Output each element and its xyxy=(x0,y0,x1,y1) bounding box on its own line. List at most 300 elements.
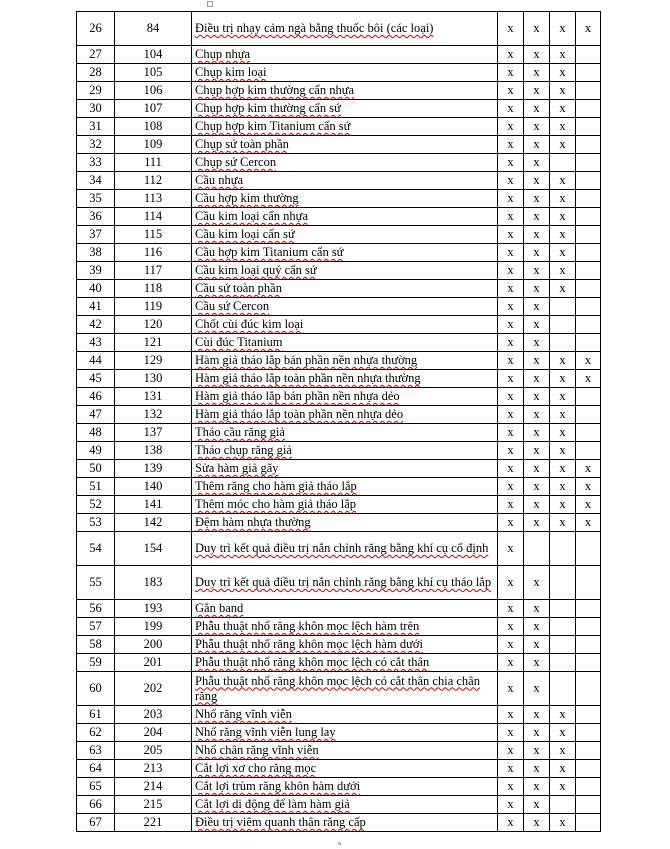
level-mark-cell: x xyxy=(524,262,550,280)
level-mark-cell: x xyxy=(524,82,550,100)
table-row xyxy=(77,600,601,618)
level-mark-cell: x xyxy=(524,64,550,82)
level-mark-cell: x xyxy=(576,514,601,532)
table-row xyxy=(77,654,601,672)
level-mark-cell: x xyxy=(498,262,524,280)
procedure-code-cell: 106 xyxy=(115,82,192,100)
table-row xyxy=(77,796,601,814)
level-mark-cell xyxy=(576,100,601,118)
procedure-code-cell: 137 xyxy=(115,424,192,442)
row-number-cell: 59 xyxy=(77,654,115,672)
level-mark-cell: x xyxy=(524,406,550,424)
level-mark-cell: x xyxy=(498,154,524,172)
row-number-cell: 46 xyxy=(77,388,115,406)
level-mark-cell: x xyxy=(524,566,550,600)
procedure-name-cell xyxy=(192,334,498,352)
table-row xyxy=(77,460,601,478)
procedure-name-text: Phẫu thuật nhổ răng khôn mọc lệch có cắt thân chia chân răng xyxy=(195,673,480,703)
table-row xyxy=(77,442,601,460)
procedure-name-text: Hàm giả tháo lắp toàn phần nền nhựa thường xyxy=(195,371,421,385)
level-mark-cell: x xyxy=(498,600,524,618)
procedure-name-cell xyxy=(192,262,498,280)
procedure-code-cell: 203 xyxy=(115,706,192,724)
level-mark-cell: x xyxy=(576,12,601,46)
procedure-name-cell xyxy=(192,514,498,532)
procedure-name-text: Thêm răng cho hàm giả tháo lắp xyxy=(195,479,357,493)
level-mark-cell: x xyxy=(524,12,550,46)
level-mark-cell xyxy=(576,226,601,244)
table-body xyxy=(77,12,601,832)
table-row xyxy=(77,262,601,280)
level-mark-cell: x xyxy=(524,190,550,208)
level-mark-cell: x xyxy=(498,298,524,316)
level-mark-cell: x xyxy=(524,118,550,136)
table-row xyxy=(77,370,601,388)
row-number-cell: 41 xyxy=(77,298,115,316)
level-mark-cell: x xyxy=(576,478,601,496)
level-mark-cell xyxy=(576,46,601,64)
level-mark-cell: x xyxy=(498,280,524,298)
level-mark-cell xyxy=(576,796,601,814)
procedure-name-text: Chụp hợp kim Titanium cẩn sứ xyxy=(195,119,351,133)
level-mark-cell: x xyxy=(550,12,576,46)
procedure-name-text: Tháo chụp răng giả xyxy=(195,443,292,457)
level-mark-cell: x xyxy=(498,478,524,496)
level-mark-cell: x xyxy=(498,496,524,514)
procedure-name-cell xyxy=(192,532,498,566)
level-mark-cell: x xyxy=(550,100,576,118)
level-mark-cell: x xyxy=(498,514,524,532)
level-mark-cell: x xyxy=(498,172,524,190)
level-mark-cell: x xyxy=(524,654,550,672)
procedure-name-text: Hàm giả tháo lắp bán phần nền nhựa dẻo xyxy=(195,389,400,403)
procedure-name-text: Đệm hàm nhựa thường xyxy=(195,515,311,529)
procedure-name-cell xyxy=(192,724,498,742)
procedure-name-cell xyxy=(192,82,498,100)
table-row xyxy=(77,334,601,352)
level-mark-cell: x xyxy=(498,654,524,672)
level-mark-cell: x xyxy=(550,136,576,154)
level-mark-cell xyxy=(576,600,601,618)
level-mark-cell: x xyxy=(524,796,550,814)
level-mark-cell: x xyxy=(498,244,524,262)
procedure-name-text: Cầu hợp kim thường xyxy=(195,191,299,205)
procedure-name-text: Phẫu thuật nhổ răng khôn mọc lệch có cắt thân xyxy=(195,655,430,669)
level-mark-cell: x xyxy=(550,262,576,280)
procedure-name-cell xyxy=(192,442,498,460)
procedure-name-cell xyxy=(192,12,498,46)
row-number-cell: 27 xyxy=(77,46,115,64)
level-mark-cell xyxy=(576,190,601,208)
procedure-table xyxy=(76,11,601,832)
table-row xyxy=(77,208,601,226)
level-mark-cell: x xyxy=(524,46,550,64)
level-mark-cell xyxy=(576,778,601,796)
procedure-code-cell: 200 xyxy=(115,636,192,654)
level-mark-cell: x xyxy=(524,280,550,298)
level-mark-cell xyxy=(576,334,601,352)
level-mark-cell xyxy=(550,636,576,654)
procedure-code-cell: 154 xyxy=(115,532,192,566)
row-number-cell: 45 xyxy=(77,370,115,388)
level-mark-cell xyxy=(576,814,601,832)
level-mark-cell xyxy=(524,532,550,566)
level-mark-cell: x xyxy=(498,208,524,226)
level-mark-cell xyxy=(576,724,601,742)
procedure-name-cell xyxy=(192,154,498,172)
procedure-code-cell: 193 xyxy=(115,600,192,618)
procedure-name-cell xyxy=(192,796,498,814)
row-number-cell: 30 xyxy=(77,100,115,118)
level-mark-cell: x xyxy=(550,514,576,532)
procedure-code-cell: 119 xyxy=(115,298,192,316)
procedure-code-cell: 139 xyxy=(115,460,192,478)
row-number-cell: 33 xyxy=(77,154,115,172)
level-mark-cell: x xyxy=(524,424,550,442)
procedure-code-cell: 115 xyxy=(115,226,192,244)
level-mark-cell: x xyxy=(524,370,550,388)
procedure-code-cell: 183 xyxy=(115,566,192,600)
table-row xyxy=(77,778,601,796)
level-mark-cell xyxy=(576,406,601,424)
level-mark-cell: x xyxy=(524,352,550,370)
level-mark-cell: x xyxy=(498,82,524,100)
level-mark-cell: x xyxy=(524,496,550,514)
level-mark-cell: x xyxy=(550,706,576,724)
level-mark-cell xyxy=(576,566,601,600)
level-mark-cell: x xyxy=(550,760,576,778)
level-mark-cell: x xyxy=(498,352,524,370)
row-number-cell: 66 xyxy=(77,796,115,814)
level-mark-cell: x xyxy=(524,618,550,636)
level-mark-cell xyxy=(550,618,576,636)
level-mark-cell xyxy=(576,636,601,654)
level-mark-cell: x xyxy=(498,370,524,388)
procedure-name-cell xyxy=(192,406,498,424)
row-number-cell: 38 xyxy=(77,244,115,262)
table-row xyxy=(77,190,601,208)
level-mark-cell xyxy=(576,706,601,724)
level-mark-cell: x xyxy=(498,672,524,706)
procedure-name-text: Cắt lợi trùm răng khôn hàm dưới xyxy=(195,779,361,793)
level-mark-cell: x xyxy=(550,496,576,514)
procedure-code-cell: 84 xyxy=(115,12,192,46)
level-mark-cell: x xyxy=(524,478,550,496)
procedure-name-cell xyxy=(192,618,498,636)
table-row xyxy=(77,496,601,514)
procedure-name-cell xyxy=(192,172,498,190)
level-mark-cell: x xyxy=(498,814,524,832)
level-mark-cell: x xyxy=(498,406,524,424)
procedure-code-cell: 113 xyxy=(115,190,192,208)
table-row xyxy=(77,46,601,64)
row-number-cell: 61 xyxy=(77,706,115,724)
row-number-cell: 54 xyxy=(77,532,115,566)
level-mark-cell: x xyxy=(550,190,576,208)
procedure-name-cell xyxy=(192,478,498,496)
level-mark-cell: x xyxy=(524,244,550,262)
level-mark-cell xyxy=(576,244,601,262)
level-mark-cell: x xyxy=(550,460,576,478)
level-mark-cell: x xyxy=(498,442,524,460)
procedure-name-cell xyxy=(192,370,498,388)
level-mark-cell: x xyxy=(498,190,524,208)
level-mark-cell: x xyxy=(524,226,550,244)
procedure-code-cell: 109 xyxy=(115,136,192,154)
level-mark-cell: x xyxy=(524,100,550,118)
procedure-code-cell: 118 xyxy=(115,280,192,298)
procedure-code-cell: 120 xyxy=(115,316,192,334)
procedure-code-cell: 140 xyxy=(115,478,192,496)
procedure-name-cell xyxy=(192,118,498,136)
procedure-name-cell xyxy=(192,208,498,226)
level-mark-cell: x xyxy=(550,442,576,460)
level-mark-cell: x xyxy=(550,724,576,742)
level-mark-cell xyxy=(576,532,601,566)
table-row xyxy=(77,636,601,654)
level-mark-cell: x xyxy=(524,706,550,724)
level-mark-cell: x xyxy=(550,742,576,760)
procedure-name-cell xyxy=(192,706,498,724)
procedure-name-cell xyxy=(192,636,498,654)
level-mark-cell: x xyxy=(550,208,576,226)
table-row xyxy=(77,618,601,636)
level-mark-cell: x xyxy=(498,636,524,654)
procedure-name-text: Chốt cùi đúc kim loại xyxy=(195,317,304,331)
procedure-name-text: Chụp nhựa xyxy=(195,47,251,61)
table-row xyxy=(77,566,601,600)
row-number-cell: 44 xyxy=(77,352,115,370)
procedure-name-text: Chụp sứ toàn phần xyxy=(195,137,289,151)
table-row xyxy=(77,118,601,136)
row-number-cell: 55 xyxy=(77,566,115,600)
table-move-handle[interactable] xyxy=(207,1,213,7)
procedure-name-cell xyxy=(192,100,498,118)
level-mark-cell: x xyxy=(498,334,524,352)
procedure-code-cell: 104 xyxy=(115,46,192,64)
level-mark-cell: x xyxy=(498,532,524,566)
row-number-cell: 58 xyxy=(77,636,115,654)
level-mark-cell: x xyxy=(550,172,576,190)
procedure-code-cell: 213 xyxy=(115,760,192,778)
table-row xyxy=(77,814,601,832)
procedure-name-text: Cắt lợi xơ cho răng mọc xyxy=(195,761,317,775)
level-mark-cell xyxy=(550,298,576,316)
procedure-name-text: Gắn band xyxy=(195,601,244,615)
level-mark-cell: x xyxy=(550,406,576,424)
row-number-cell: 62 xyxy=(77,724,115,742)
level-mark-cell xyxy=(576,316,601,334)
level-mark-cell: x xyxy=(550,46,576,64)
table-row xyxy=(77,424,601,442)
procedure-name-cell xyxy=(192,460,498,478)
level-mark-cell xyxy=(576,280,601,298)
procedure-name-cell xyxy=(192,226,498,244)
level-mark-cell: x xyxy=(498,760,524,778)
procedure-name-cell xyxy=(192,424,498,442)
row-number-cell: 29 xyxy=(77,82,115,100)
procedure-name-text: Phẫu thuật nhổ răng khôn mọc lệch hàm dưới xyxy=(195,637,423,651)
level-mark-cell: x xyxy=(524,514,550,532)
level-mark-cell: x xyxy=(498,706,524,724)
level-mark-cell: x xyxy=(524,814,550,832)
level-mark-cell xyxy=(550,600,576,618)
level-mark-cell: x xyxy=(524,136,550,154)
procedure-code-cell: 132 xyxy=(115,406,192,424)
procedure-name-cell xyxy=(192,388,498,406)
level-mark-cell: x xyxy=(550,778,576,796)
table-row xyxy=(77,742,601,760)
procedure-code-cell: 112 xyxy=(115,172,192,190)
table-row xyxy=(77,316,601,334)
row-number-cell: 36 xyxy=(77,208,115,226)
procedure-name-cell xyxy=(192,496,498,514)
procedure-name-cell xyxy=(192,298,498,316)
table-row xyxy=(77,532,601,566)
level-mark-cell: x xyxy=(498,12,524,46)
level-mark-cell xyxy=(576,388,601,406)
level-mark-cell xyxy=(550,566,576,600)
level-mark-cell: x xyxy=(498,100,524,118)
procedure-name-cell xyxy=(192,742,498,760)
procedure-code-cell: 117 xyxy=(115,262,192,280)
level-mark-cell: x xyxy=(550,424,576,442)
procedure-name-text: Duy trì kết quả điều trị nắn chỉnh răng bằng khí cụ tháo lắp xyxy=(195,575,492,589)
procedure-code-cell: 215 xyxy=(115,796,192,814)
procedure-name-cell xyxy=(192,814,498,832)
table-row xyxy=(77,724,601,742)
table-row xyxy=(77,280,601,298)
level-mark-cell: x xyxy=(550,388,576,406)
level-mark-cell: x xyxy=(524,154,550,172)
table-row xyxy=(77,672,601,706)
procedure-code-cell: 204 xyxy=(115,724,192,742)
level-mark-cell: x xyxy=(498,724,524,742)
table-row xyxy=(77,136,601,154)
level-mark-cell xyxy=(576,654,601,672)
row-number-cell: 51 xyxy=(77,478,115,496)
level-mark-cell: x xyxy=(524,636,550,654)
table-row xyxy=(77,172,601,190)
table-row xyxy=(77,406,601,424)
level-mark-cell xyxy=(576,442,601,460)
row-number-cell: 32 xyxy=(77,136,115,154)
row-number-cell: 64 xyxy=(77,760,115,778)
procedure-name-text: Cùi đúc Titanium xyxy=(195,335,283,349)
procedure-code-cell: 201 xyxy=(115,654,192,672)
level-mark-cell xyxy=(576,672,601,706)
level-mark-cell xyxy=(576,760,601,778)
table-row xyxy=(77,244,601,262)
level-mark-cell: x xyxy=(498,778,524,796)
procedure-name-text: Tháo cầu răng giả xyxy=(195,425,285,439)
procedure-code-cell: 131 xyxy=(115,388,192,406)
level-mark-cell: x xyxy=(524,388,550,406)
table-row xyxy=(77,226,601,244)
procedure-name-text: Cầu sứ toàn phần xyxy=(195,281,282,295)
table-row xyxy=(77,514,601,532)
procedure-name-cell xyxy=(192,64,498,82)
procedure-name-text: Nhổ răng vĩnh viễn lung lay xyxy=(195,725,336,739)
procedure-name-cell xyxy=(192,654,498,672)
level-mark-cell: x xyxy=(576,460,601,478)
table-row xyxy=(77,706,601,724)
procedure-name-cell xyxy=(192,600,498,618)
level-mark-cell: x xyxy=(498,424,524,442)
procedure-name-cell xyxy=(192,778,498,796)
procedure-code-cell: 142 xyxy=(115,514,192,532)
level-mark-cell: x xyxy=(524,742,550,760)
level-mark-cell: x xyxy=(550,64,576,82)
procedure-code-cell: 205 xyxy=(115,742,192,760)
procedure-name-text: Duy trì kết quả điều trị nắn chỉnh răng bằng khí cụ cố định xyxy=(195,541,489,555)
level-mark-cell: x xyxy=(550,226,576,244)
row-number-cell: 52 xyxy=(77,496,115,514)
level-mark-cell: x xyxy=(524,442,550,460)
level-mark-cell: x xyxy=(550,478,576,496)
level-mark-cell: x xyxy=(498,64,524,82)
procedure-name-text: Cầu sứ Cercon xyxy=(195,299,270,313)
level-mark-cell: x xyxy=(576,370,601,388)
row-number-cell: 39 xyxy=(77,262,115,280)
procedure-name-cell xyxy=(192,136,498,154)
procedure-name-text: Cầu kim loại cẩn nhựa xyxy=(195,209,308,223)
table-row xyxy=(77,82,601,100)
procedure-name-cell xyxy=(192,190,498,208)
level-mark-cell: x xyxy=(524,600,550,618)
procedure-code-cell: 114 xyxy=(115,208,192,226)
level-mark-cell: x xyxy=(576,496,601,514)
row-number-cell: 49 xyxy=(77,442,115,460)
procedure-name-cell xyxy=(192,672,498,706)
level-mark-cell: x xyxy=(498,742,524,760)
level-mark-cell: x xyxy=(524,760,550,778)
level-mark-cell: x xyxy=(524,334,550,352)
table-row xyxy=(77,298,601,316)
procedure-name-cell xyxy=(192,316,498,334)
procedure-code-cell: 121 xyxy=(115,334,192,352)
level-mark-cell xyxy=(576,424,601,442)
row-number-cell: 65 xyxy=(77,778,115,796)
table-row xyxy=(77,478,601,496)
row-number-cell: 37 xyxy=(77,226,115,244)
level-mark-cell: x xyxy=(524,316,550,334)
level-mark-cell xyxy=(576,742,601,760)
procedure-name-cell xyxy=(192,46,498,64)
level-mark-cell xyxy=(576,64,601,82)
procedure-code-cell: 199 xyxy=(115,618,192,636)
row-number-cell: 42 xyxy=(77,316,115,334)
level-mark-cell xyxy=(576,208,601,226)
level-mark-cell: x xyxy=(498,566,524,600)
level-mark-cell: x xyxy=(524,298,550,316)
procedure-code-cell: 129 xyxy=(115,352,192,370)
page-marker xyxy=(338,842,341,845)
level-mark-cell: x xyxy=(498,460,524,478)
level-mark-cell: x xyxy=(550,370,576,388)
procedure-name-text: Nhổ chân răng vĩnh viễn xyxy=(195,743,319,757)
level-mark-cell xyxy=(576,136,601,154)
table-row xyxy=(77,64,601,82)
procedure-code-cell: 214 xyxy=(115,778,192,796)
procedure-name-text: Thêm móc cho hàm giả tháo lắp xyxy=(195,497,357,511)
level-mark-cell xyxy=(550,654,576,672)
row-number-cell: 43 xyxy=(77,334,115,352)
level-mark-cell xyxy=(576,154,601,172)
procedure-name-cell xyxy=(192,566,498,600)
row-number-cell: 50 xyxy=(77,460,115,478)
procedure-name-text: Cầu nhựa xyxy=(195,173,244,187)
